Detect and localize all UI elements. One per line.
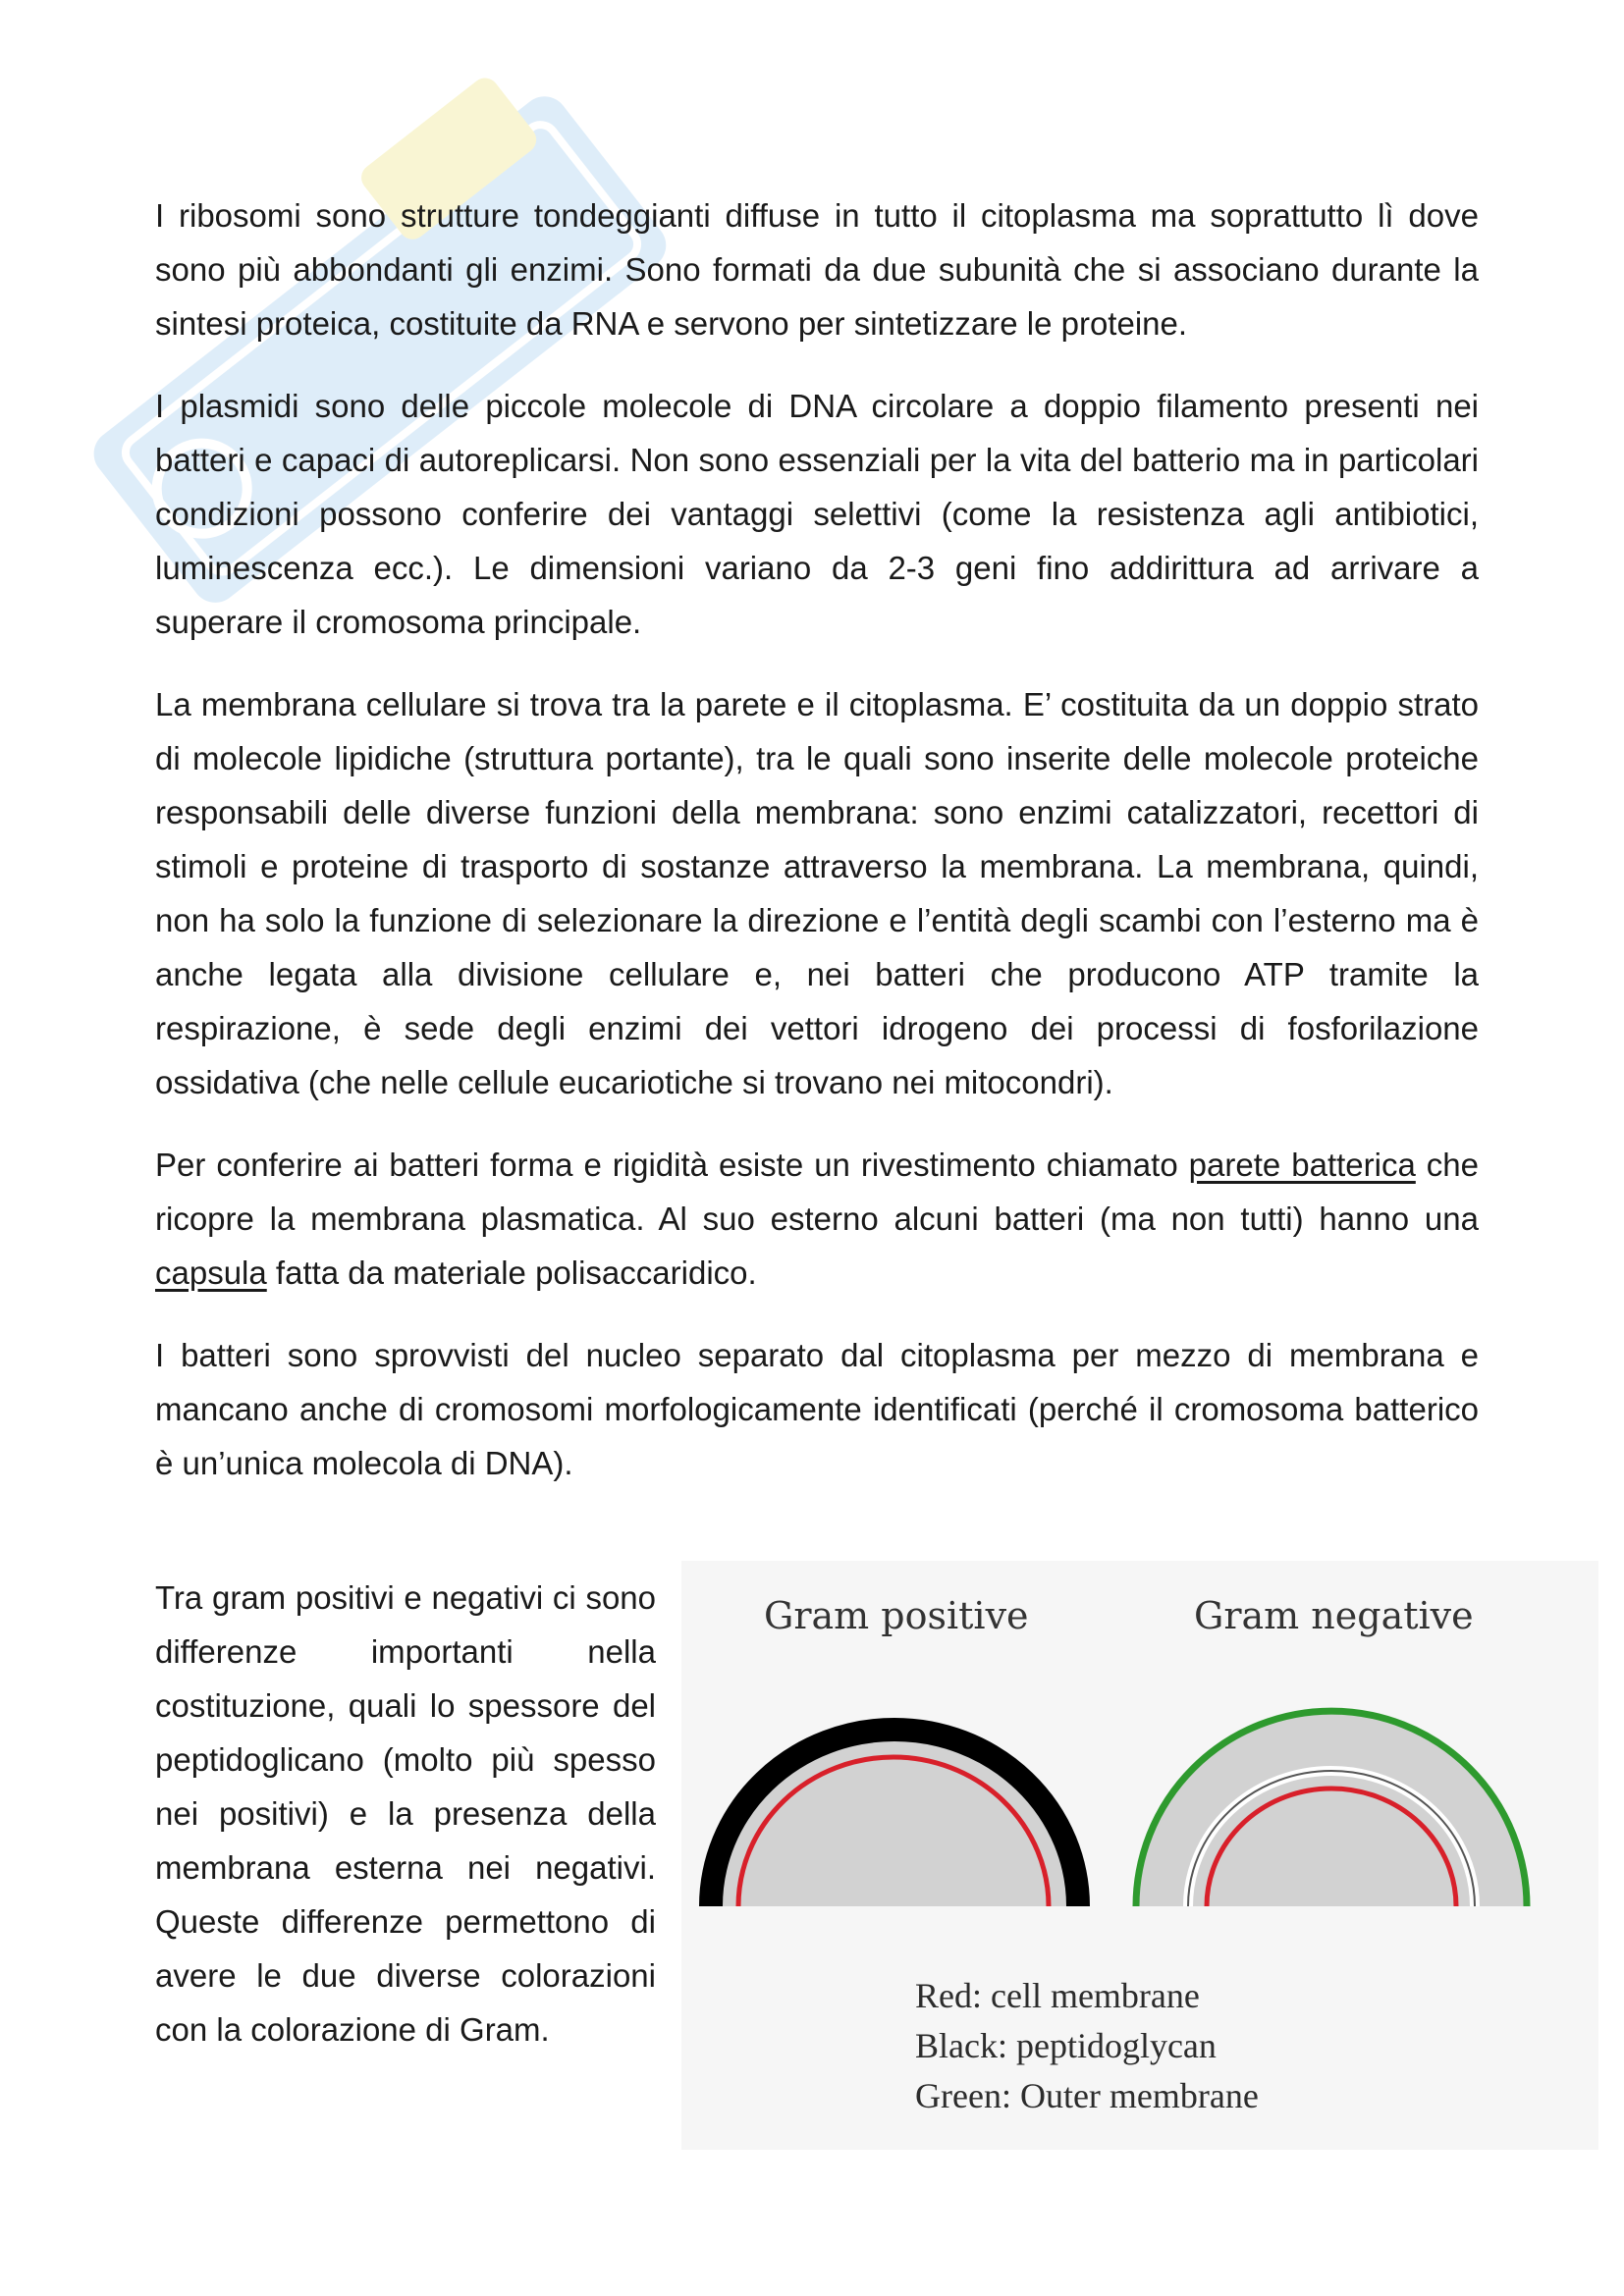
legend-red: Red: cell membrane (915, 1976, 1200, 2015)
legend-black: Black: peptidoglycan (915, 2026, 1217, 2065)
parete-text-3: fatta da materiale polisaccaridico. (266, 1255, 757, 1291)
term-capsula: capsula (155, 1255, 267, 1291)
paragraph-plasmidi: I plasmidi sono delle piccole molecole di DNA circolare a doppio filamento presenti nei batteri e capaci di autoreplicarsi. Non sono essenziali per la vita del batterio ma in particolari condizioni possono conferire dei vantaggi selettivi (come la resistenza agli antibiotici, luminescenza ecc.). Le dimensioni variano da 2-3 geni fino addirittura ad arrivare a superare il cromosoma principale. (155, 388, 1479, 640)
paragraph-ribosomi: I ribosomi sono strutture tondeggianti diffuse in tutto il citoplasma ma soprattutto lì dove sono più abbondanti gli enzimi. Sono formati da due subunità che si associano durante la sintesi proteica, costituite da RNA e servono per sintetizzare le proteine. (155, 197, 1479, 342)
parete-text-1: Per conferire ai batteri forma e rigidità esiste un rivestimento chiamato (155, 1147, 1189, 1183)
diagram-legend (915, 1971, 1259, 2121)
legend-green: Green: Outer membrane (915, 2076, 1259, 2115)
paragraph-gram: Tra gram positivi e negativi ci sono differenze importanti nella costituzione, quali lo spessore del peptidoglicano (molto più spesso nei positivi) e la presenza della membrana esterna nei negativi. Queste differenze permettono di avere le due diverse colorazioni con la colorazione di Gram. (155, 1579, 656, 2048)
parete-text-2: che ricopre la membrana plasmatica. Al suo esterno alcuni batteri (ma non tutti) hanno una (155, 1147, 1480, 1237)
paragraph-parete (155, 1138, 1479, 1300)
paragraph-nucleo: I batteri sono sprovvisti del nucleo separato dal citoplasma per mezzo di membrana e mancano anche di cromosomi morfologicamente identificati (perché il cromosoma batterico è un’unica molecola di DNA). (155, 1337, 1479, 1481)
paragraph-membrana: La membrana cellulare si trova tra la parete e il citoplasma. E’ costituita da un doppio strato di molecole lipidiche (struttura portante), tra le quali sono inserite delle molecole proteiche responsabili delle diverse funzioni della membrana: sono enzimi catalizzatori, recettori di stimoli e proteine di trasporto di sostanze attraverso la membrana. La membrana, quindi, non ha solo la funzione di selezionare la direzione e l’entità degli scambi con l’esterno ma è anche legata alla divisione cellulare e, nei batteri che producono ATP tramite la respirazione, è sede degli enzimi dei vettori idrogeno dei processi di fosforilazione ossidativa (che nelle cellule eucariotiche si trovano nei mitocondri). (155, 686, 1479, 1100)
term-parete-batterica: parete batterica (1188, 1147, 1416, 1183)
gram-diagram (681, 1561, 1598, 2150)
document-body (155, 188, 1479, 1519)
gram-negative-title: Gram negative (1194, 1594, 1474, 1637)
gram-positive-title: Gram positive (764, 1594, 1029, 1637)
